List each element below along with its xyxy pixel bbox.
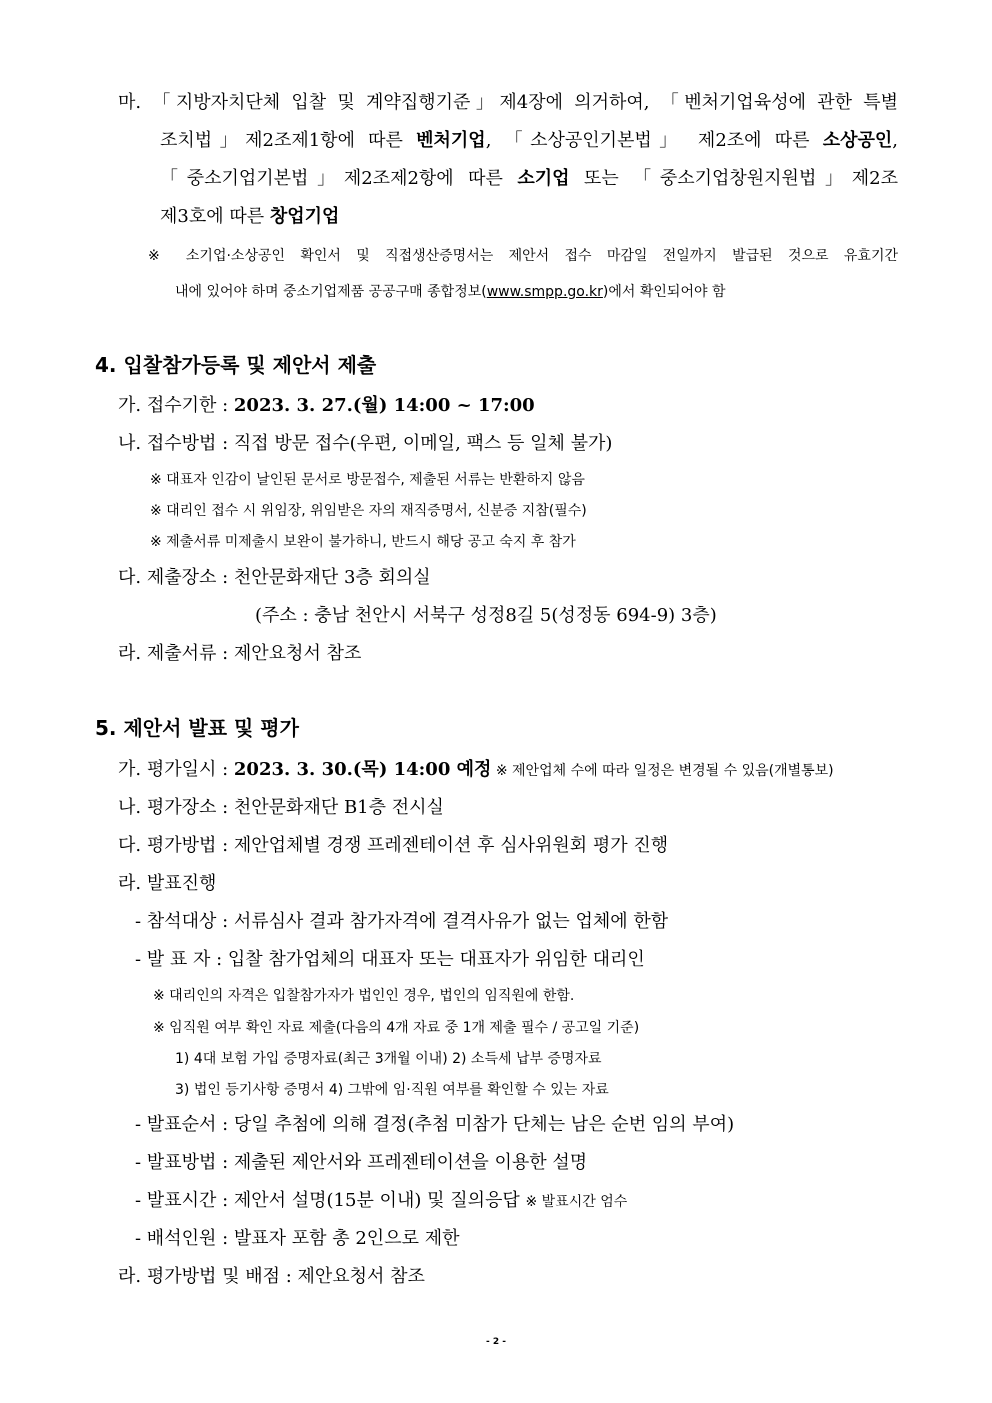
section4-address: (주소 : 충남 천안시 서북구 성정8길 5(성정동 694-9) 3층) bbox=[255, 605, 717, 626]
smpp-link[interactable]: www.smpp.go.kr bbox=[486, 284, 603, 300]
section4-ga bbox=[118, 395, 535, 417]
section5-attend: - 참석대상 : 서류심사 결과 참가자격에 결격사유가 없는 업체에 한함 bbox=[135, 911, 669, 932]
label: 가. 평가일시 : bbox=[118, 759, 234, 780]
section-ma-line2 bbox=[160, 130, 898, 152]
section5-time bbox=[135, 1190, 627, 1212]
section5-doc-line2: 3) 법인 등기사항 증명서 4) 그밖에 임·직원 여부를 확인할 수 있는 자료 bbox=[175, 1082, 609, 1098]
section5-da: 다. 평가방법 : 제안업체별 경쟁 프레젠테이션 후 심사위원회 평가 진행 bbox=[118, 835, 669, 856]
section4-note-3: ※ 제출서류 미제출시 보완이 불가하니, 반드시 해당 공고 숙지 후 참가 bbox=[150, 534, 576, 550]
section-ma-line1: 마. 「지방자치단체 입찰 및 계약집행기준」제4장에 의거하여, 「벤처기업육성에 관한 특별 bbox=[118, 92, 898, 113]
startup-bold: 창업기업 bbox=[269, 206, 340, 227]
text: - 발표시간 : 제안서 설명(15분 이내) 및 질의응답 bbox=[135, 1190, 526, 1211]
section4-note-2: ※ 대리인 접수 시 위임장, 위임받은 자의 재직증명서, 신분증 지참(필수) bbox=[150, 503, 587, 519]
text: 제3호에 따른 bbox=[160, 206, 270, 227]
text: , 「소상공인기본법」 제2조에 따른 bbox=[485, 130, 823, 151]
eval-date-value: 2023. 3. 30.(목) 14:00 예정 bbox=[233, 759, 492, 780]
section5-rep-note2: ※ 임직원 여부 확인 자료 제출(다음의 4개 자료 중 1개 제출 필수 / 공고일 기준) bbox=[153, 1020, 640, 1036]
time-note: ※ 발표시간 엄수 bbox=[525, 1194, 628, 1210]
section5-rep-note1: ※ 대리인의 자격은 입찰참가자가 법인인 경우, 법인의 임직원에 한함. bbox=[153, 988, 575, 1004]
section5-ra2: 라. 평가방법 및 배점 : 제안요청서 참조 bbox=[118, 1266, 425, 1287]
section5-seat: - 배석인원 : 발표자 포함 총 2인으로 제한 bbox=[135, 1228, 460, 1249]
text: 내에 있어야 하며 중소기업제품 공공구매 종합정보( bbox=[175, 284, 487, 300]
section5-presenter: - 발 표 자 : 입찰 참가업체의 대표자 또는 대표자가 위임한 대리인 bbox=[135, 949, 645, 970]
eval-date-note: ※ 제안업체 수에 따라 일정은 변경될 수 있음(개별통보) bbox=[491, 763, 834, 779]
section5-ga bbox=[118, 759, 834, 781]
section4-note-1: ※ 대표자 인감이 날인된 문서로 방문접수, 제출된 서류는 반환하지 않음 bbox=[150, 472, 585, 488]
text: 조치법」제2조제1항에 따른 bbox=[160, 130, 417, 151]
section5-na: 나. 평가장소 : 천안문화재단 B1층 전시실 bbox=[118, 797, 444, 818]
section5-method: - 발표방법 : 제출된 제안서와 프레젠테이션을 이용한 설명 bbox=[135, 1152, 588, 1173]
section4-heading: 4. 입찰참가등록 및 제안서 제출 bbox=[95, 353, 377, 377]
section5-doc-line1: 1) 4대 보험 가입 증명자료(최근 3개월 이내) 2) 소득세 납부 증명자료 bbox=[175, 1051, 602, 1067]
section4-ra: 라. 제출서류 : 제안요청서 참조 bbox=[118, 643, 362, 664]
section-ma-note2 bbox=[175, 284, 725, 301]
section5-heading: 5. 제안서 발표 및 평가 bbox=[95, 716, 299, 740]
page-number: - 2 - bbox=[486, 1337, 506, 1347]
label: 가. 접수기한 : bbox=[118, 395, 234, 416]
text: 「중소기업기본법」제2조제2항에 따른 bbox=[160, 168, 518, 189]
section-ma-note1: ※ 소기업·소상공인 확인서 및 직접생산증명서는 제안서 접수 마감일 전일까지 발급된 것으로 유효기간 bbox=[148, 248, 898, 264]
section4-na: 나. 접수방법 : 직접 방문 접수(우편, 이메일, 팩스 등 일체 불가) bbox=[118, 433, 613, 454]
text: , bbox=[892, 130, 899, 151]
text: )에서 확인되어야 함 bbox=[602, 284, 726, 300]
deadline-value: 2023. 3. 27.(월) 14:00 ~ 17:00 bbox=[233, 395, 535, 416]
section5-ra: 라. 발표진행 bbox=[118, 873, 217, 894]
section-ma-line3 bbox=[160, 168, 898, 190]
venture-bold: 벤처기업 bbox=[416, 130, 486, 151]
small-enterprise-bold: 소기업 bbox=[517, 168, 570, 189]
section5-order: - 발표순서 : 당일 추첨에 의해 결정(추첨 미참가 단체는 남은 순번 임의 부여) bbox=[135, 1114, 735, 1135]
section4-da: 다. 제출장소 : 천안문화재단 3층 회의실 bbox=[118, 567, 431, 588]
small-business-bold: 소상공인 bbox=[822, 130, 893, 151]
section-ma-line4 bbox=[160, 206, 339, 228]
text: 또는 「중소기업창원지원법」제2조 bbox=[569, 168, 898, 189]
